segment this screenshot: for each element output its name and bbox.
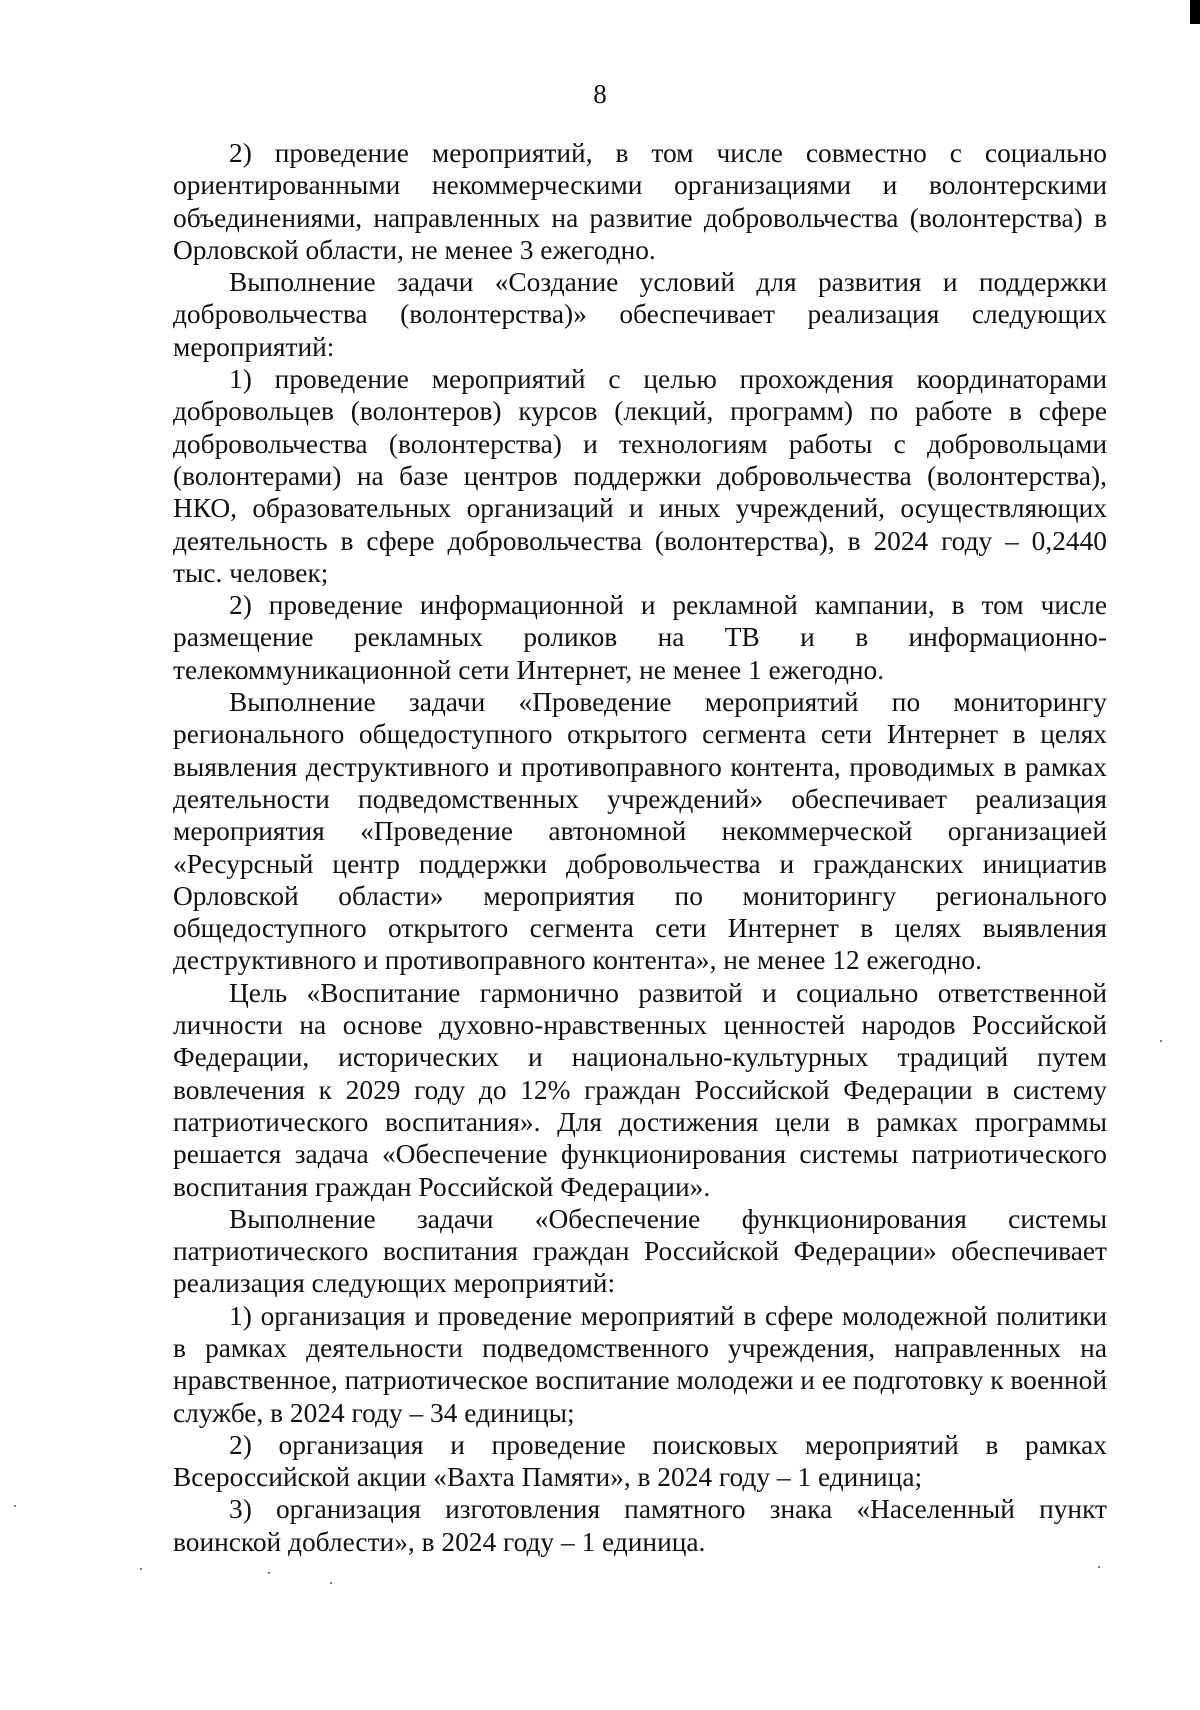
paragraph: Цель «Воспитание гармонично развитой и социально ответственной личности на основе духовно-нравственных ценностей народов Российской Федерации, исторических и национально-культурных традиций путем вовлечения к 2029 году до 12% граждан Российской Федерации в систему патриотического воспитания». Для достижения цели в рамках программы решается задача «Обеспечение функционирования системы патриотического воспитания граждан Российской Федерации». bbox=[173, 977, 1107, 1202]
scan-speck bbox=[1098, 1566, 1100, 1568]
paragraph: Выполнение задачи «Обеспечение функционирования системы патриотического воспитания граждан Российской Федерации» обеспечивает реализация следующих мероприятий: bbox=[173, 1203, 1107, 1299]
paragraph: Выполнение задачи «Проведение мероприятий по мониторингу регионального общедоступного открытого сегмента сети Интернет в целях выявления деструктивного и противоправного контента, проводимых в рамках деятельности подведомственных учреждений» обеспечивает реализация мероприятия «Проведение автономной некоммерческой организацией «Ресурсный центр поддержки добровольчества и гражданских инициатив Орловской области» мероприятия по мониторингу регионального общедоступного открытого сегмента сети Интернет в целях выявления деструктивного и противоправного контента», не менее 12 ежегодно. bbox=[173, 687, 1107, 976]
paragraph: 3) организация изготовления памятного знака «Населенный пункт воинской доблести», в 2024 году – 1 единица. bbox=[173, 1494, 1107, 1557]
page-number: 8 bbox=[593, 79, 607, 109]
scan-speck bbox=[268, 1572, 270, 1574]
scan-speck bbox=[140, 1568, 142, 1570]
paragraph: 2) проведение информационной и рекламной кампании, в том числе размещение рекламных роликов на ТВ и в информационно-телекоммуникационной сети Интернет, не менее 1 ежегодно. bbox=[173, 590, 1107, 685]
scan-speck bbox=[1160, 1040, 1162, 1042]
paragraph: Выполнение задачи «Создание условий для развития и поддержки добровольчества (волонтерства)» обеспечивает реализация следующих мероприятий: bbox=[173, 267, 1107, 362]
paragraph: 1) организация и проведение мероприятий в сфере молодежной политики в рамках деятельности подведомственного учреждения, направленных на нравственное, патриотическое воспитание молодежи и ее подготовку к военной службе, в 2024 году – 34 единицы; bbox=[173, 1300, 1107, 1428]
scan-corner-mark bbox=[1190, 0, 1200, 24]
scan-speck bbox=[330, 1582, 332, 1584]
scan-speck bbox=[14, 1505, 16, 1507]
paragraph: 1) проведение мероприятий с целью прохождения координаторами добровольцев (волонтеров) курсов (лекций, программ) по работе в сфере добровольчества (волонтерства) и технологиям работы с добровольцами (волонтерами) на базе центров поддержки добровольчества (волонтерства), НКО, образовательных организаций и иных учреждений, осуществляющих деятельность в сфере добровольчества (волонтерства), в 2024 году – 0,2440 тыс. человек; bbox=[173, 364, 1107, 588]
document-body bbox=[173, 137, 1107, 1558]
paragraph: 2) организация и проведение поисковых мероприятий в рамках Всероссийской акции «Вахта Памяти», в 2024 году – 1 единица; bbox=[173, 1429, 1107, 1493]
paragraph: 2) проведение мероприятий, в том числе совместно с социально ориентированными некоммерческими организациями и волонтерскими объединениями, направленных на развитие добровольчества (волонтерства) в Орловской области, не менее 3 ежегодно. bbox=[173, 138, 1107, 265]
